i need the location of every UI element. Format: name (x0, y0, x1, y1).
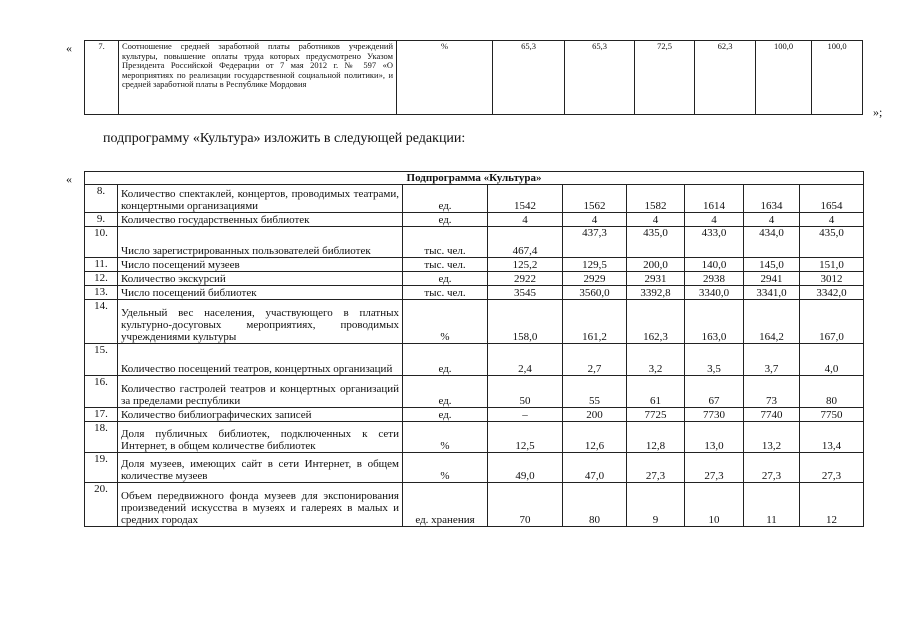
value-5: 4 (744, 213, 800, 227)
table-row (85, 376, 864, 408)
value-1: 49,0 (488, 453, 563, 483)
row-number: 15. (85, 344, 118, 376)
value-1: 12,5 (488, 422, 563, 453)
row-description: Количество гастролей театров и концертных организаций за пределами республики (118, 376, 403, 408)
row-description: Число посещений музеев (118, 258, 403, 272)
row-unit: тыс. чел. (403, 227, 488, 258)
value-2: 3560,0 (563, 286, 627, 300)
row-unit: ед. хранения (403, 483, 488, 527)
value-4: 1614 (685, 185, 744, 213)
value-2: 65,3 (565, 41, 635, 115)
value-3: 72,5 (635, 41, 695, 115)
value-6: 3012 (800, 272, 864, 286)
row-number: 12. (85, 272, 118, 286)
opening-quote-2: « (66, 172, 72, 186)
row-unit: тыс. чел. (403, 258, 488, 272)
value-2: 2929 (563, 272, 627, 286)
value-6: 7750 (800, 408, 864, 422)
value-5: 2941 (744, 272, 800, 286)
value-1: 125,2 (488, 258, 563, 272)
value-6: 435,0 (800, 227, 864, 258)
amendment-paragraph: подпрограмму «Культура» изложить в следующей редакции: (103, 131, 466, 146)
value-4: 13,0 (685, 422, 744, 453)
row-unit: ед. (403, 213, 488, 227)
value-5: 3341,0 (744, 286, 800, 300)
value-2: 129,5 (563, 258, 627, 272)
value-4: 163,0 (685, 300, 744, 344)
top-table (84, 40, 863, 115)
row-number: 18. (85, 422, 118, 453)
value-4: 7730 (685, 408, 744, 422)
table-row (85, 286, 864, 300)
row-description: Соотношение средней заработной платы работников учреждений культуры, повышение оплаты труда которых предусмотрено Указом Президента Российской Федерации от 7 мая 2012 г. № 597 «О мероприятиях по реализации государственной социальной политики», и средней заработной платы в Республике Мордовия (119, 41, 397, 115)
value-1: 70 (488, 483, 563, 527)
value-2: 161,2 (563, 300, 627, 344)
value-2: 80 (563, 483, 627, 527)
row-number: 11. (85, 258, 118, 272)
value-6: 151,0 (800, 258, 864, 272)
culture-table (84, 171, 864, 527)
value-3: 435,0 (627, 227, 685, 258)
row-description: Количество библиографических записей (118, 408, 403, 422)
value-6: 100,0 (812, 41, 863, 115)
value-2: 4 (563, 213, 627, 227)
row-number: 10. (85, 227, 118, 258)
value-2: 200 (563, 408, 627, 422)
value-3: 3,2 (627, 344, 685, 376)
value-4: 4 (685, 213, 744, 227)
value-4: 433,0 (685, 227, 744, 258)
row-number: 9. (85, 213, 118, 227)
table-row (85, 213, 864, 227)
value-4: 3,5 (685, 344, 744, 376)
row-unit: ед. (403, 408, 488, 422)
row-unit: % (403, 422, 488, 453)
value-4: 27,3 (685, 453, 744, 483)
row-unit: ед. (403, 344, 488, 376)
value-5: 27,3 (744, 453, 800, 483)
value-1: 4 (488, 213, 563, 227)
value-3: 7725 (627, 408, 685, 422)
row-number: 19. (85, 453, 118, 483)
value-4: 62,3 (695, 41, 756, 115)
value-2: 47,0 (563, 453, 627, 483)
row-unit: ед. (403, 272, 488, 286)
row-description: Число посещений библиотек (118, 286, 403, 300)
row-unit: ед. (403, 376, 488, 408)
subprogram-title: Подпрограмма «Культура» (85, 172, 864, 185)
row-unit: % (403, 300, 488, 344)
value-4: 67 (685, 376, 744, 408)
row-unit: % (403, 453, 488, 483)
row-number: 8. (85, 185, 118, 213)
value-2: 55 (563, 376, 627, 408)
value-5: 145,0 (744, 258, 800, 272)
table-row (85, 483, 864, 527)
subprogram-title-row (85, 172, 864, 185)
value-3: 61 (627, 376, 685, 408)
value-3: 4 (627, 213, 685, 227)
row-description: Количество спектаклей, концертов, проводимых театрами, концертными организациями (118, 185, 403, 213)
value-6: 4 (800, 213, 864, 227)
value-6: 80 (800, 376, 864, 408)
value-6: 27,3 (800, 453, 864, 483)
value-6: 13,4 (800, 422, 864, 453)
row-number: 13. (85, 286, 118, 300)
value-1: 2,4 (488, 344, 563, 376)
value-4: 140,0 (685, 258, 744, 272)
closing-quote-1: »; (873, 105, 883, 119)
row-number: 14. (85, 300, 118, 344)
value-3: 162,3 (627, 300, 685, 344)
table-row (85, 422, 864, 453)
row-description: Объем передвижного фонда музеев для экспонирования произведений искусства в музеях и галереях в малых и средних городах (118, 483, 403, 527)
row-description: Доля публичных библиотек, подключенных к сети Интернет, в общем количестве библиотек (118, 422, 403, 453)
value-2: 437,3 (563, 227, 627, 258)
row-description: Доля музеев, имеющих сайт в сети Интернет, в общем количестве музеев (118, 453, 403, 483)
value-3: 9 (627, 483, 685, 527)
value-6: 1654 (800, 185, 864, 213)
table-row (85, 344, 864, 376)
row-description: Количество государственных библиотек (118, 213, 403, 227)
value-2: 2,7 (563, 344, 627, 376)
value-5: 434,0 (744, 227, 800, 258)
value-1: 467,4 (488, 227, 563, 258)
row-unit: ед. (403, 185, 488, 213)
row-description: Количество экскурсий (118, 272, 403, 286)
row-description: Число зарегистрированных пользователей библиотек (118, 227, 403, 258)
value-1: 65,3 (493, 41, 565, 115)
row-unit: тыс. чел. (403, 286, 488, 300)
value-5: 13,2 (744, 422, 800, 453)
value-6: 12 (800, 483, 864, 527)
value-1: 3545 (488, 286, 563, 300)
value-5: 7740 (744, 408, 800, 422)
value-1: 1542 (488, 185, 563, 213)
top-table-row (85, 41, 863, 115)
value-3: 27,3 (627, 453, 685, 483)
row-number: 7. (85, 41, 119, 115)
table-row (85, 258, 864, 272)
value-2: 1562 (563, 185, 627, 213)
value-5: 73 (744, 376, 800, 408)
value-6: 167,0 (800, 300, 864, 344)
value-4: 2938 (685, 272, 744, 286)
row-number: 16. (85, 376, 118, 408)
value-5: 164,2 (744, 300, 800, 344)
table-row (85, 300, 864, 344)
value-1: 2922 (488, 272, 563, 286)
value-4: 10 (685, 483, 744, 527)
table-row (85, 408, 864, 422)
row-number: 17. (85, 408, 118, 422)
value-5: 3,7 (744, 344, 800, 376)
table-row (85, 227, 864, 258)
table-row (85, 453, 864, 483)
row-description: Количество посещений театров, концертных организаций (118, 344, 403, 376)
value-1: 50 (488, 376, 563, 408)
value-5: 1634 (744, 185, 800, 213)
value-5: 11 (744, 483, 800, 527)
value-6: 4,0 (800, 344, 864, 376)
table-row (85, 272, 864, 286)
value-1: – (488, 408, 563, 422)
value-2: 12,6 (563, 422, 627, 453)
row-description: Удельный вес населения, участвующего в платных культурно-досуговых мероприятиях, проводимых учреждениями культуры (118, 300, 403, 344)
value-3: 3392,8 (627, 286, 685, 300)
row-unit: % (397, 41, 493, 115)
value-4: 3340,0 (685, 286, 744, 300)
opening-quote-1: « (66, 41, 72, 55)
table-row (85, 185, 864, 213)
value-3: 200,0 (627, 258, 685, 272)
value-3: 1582 (627, 185, 685, 213)
value-5: 100,0 (756, 41, 812, 115)
value-6: 3342,0 (800, 286, 864, 300)
value-3: 2931 (627, 272, 685, 286)
row-number: 20. (85, 483, 118, 527)
value-1: 158,0 (488, 300, 563, 344)
value-3: 12,8 (627, 422, 685, 453)
